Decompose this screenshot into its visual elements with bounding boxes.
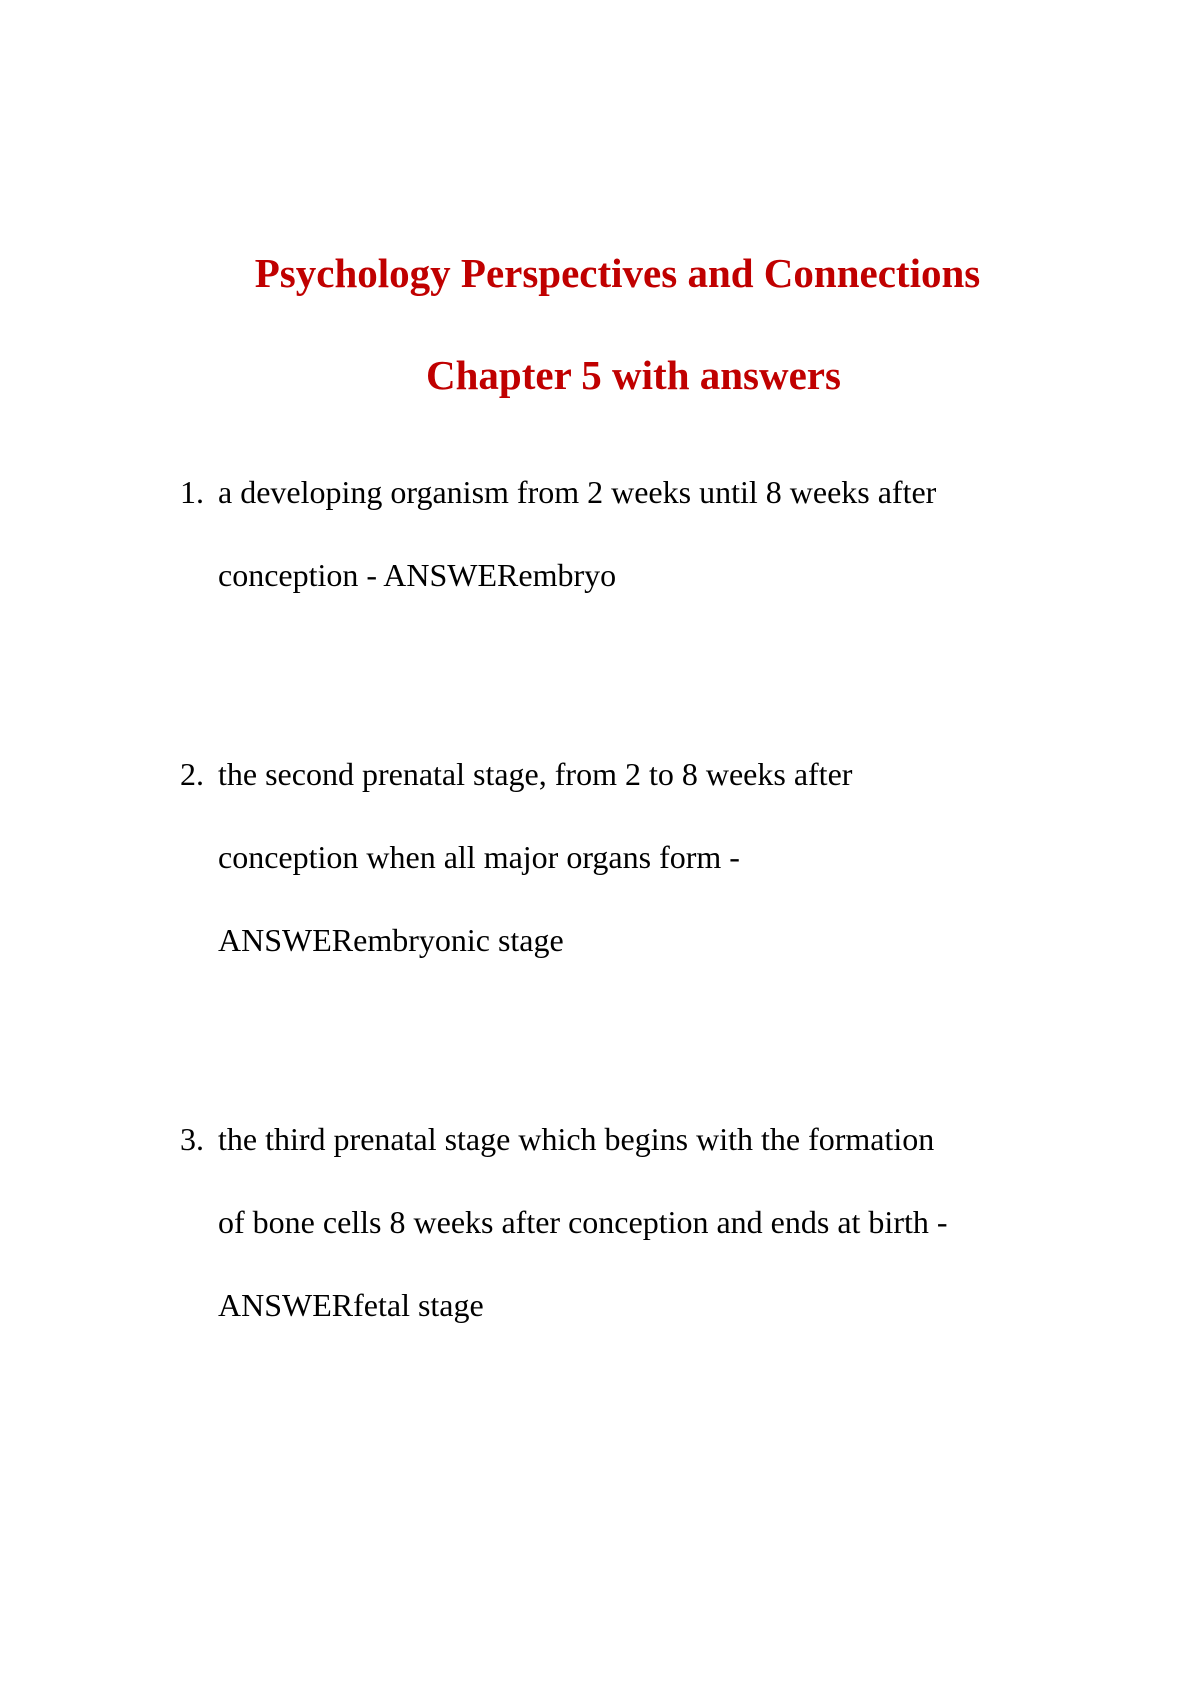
document-subtitle: Chapter 5 with answers [426, 352, 841, 398]
question-text-line: of bone cells 8 weeks after conception and ends at birth - [218, 1204, 948, 1240]
question-text-line: ANSWERembryonic stage [218, 922, 564, 958]
question-number: 1. [180, 474, 204, 510]
question-text-line: the third prenatal stage which begins with the formation [218, 1121, 935, 1157]
question-text-line: conception when all major organs form - [218, 839, 740, 875]
question-number: 3. [180, 1121, 204, 1157]
question-text-line: ANSWERfetal stage [218, 1287, 484, 1323]
question-text-line: conception - ANSWERembryo [218, 557, 617, 593]
question-text-line: the second prenatal stage, from 2 to 8 weeks after [218, 756, 853, 792]
question-number: 2. [180, 756, 204, 792]
document-title: Psychology Perspectives and Connections [254, 250, 981, 296]
question-text-line: a developing organism from 2 weeks until 8 weeks after [218, 474, 937, 510]
